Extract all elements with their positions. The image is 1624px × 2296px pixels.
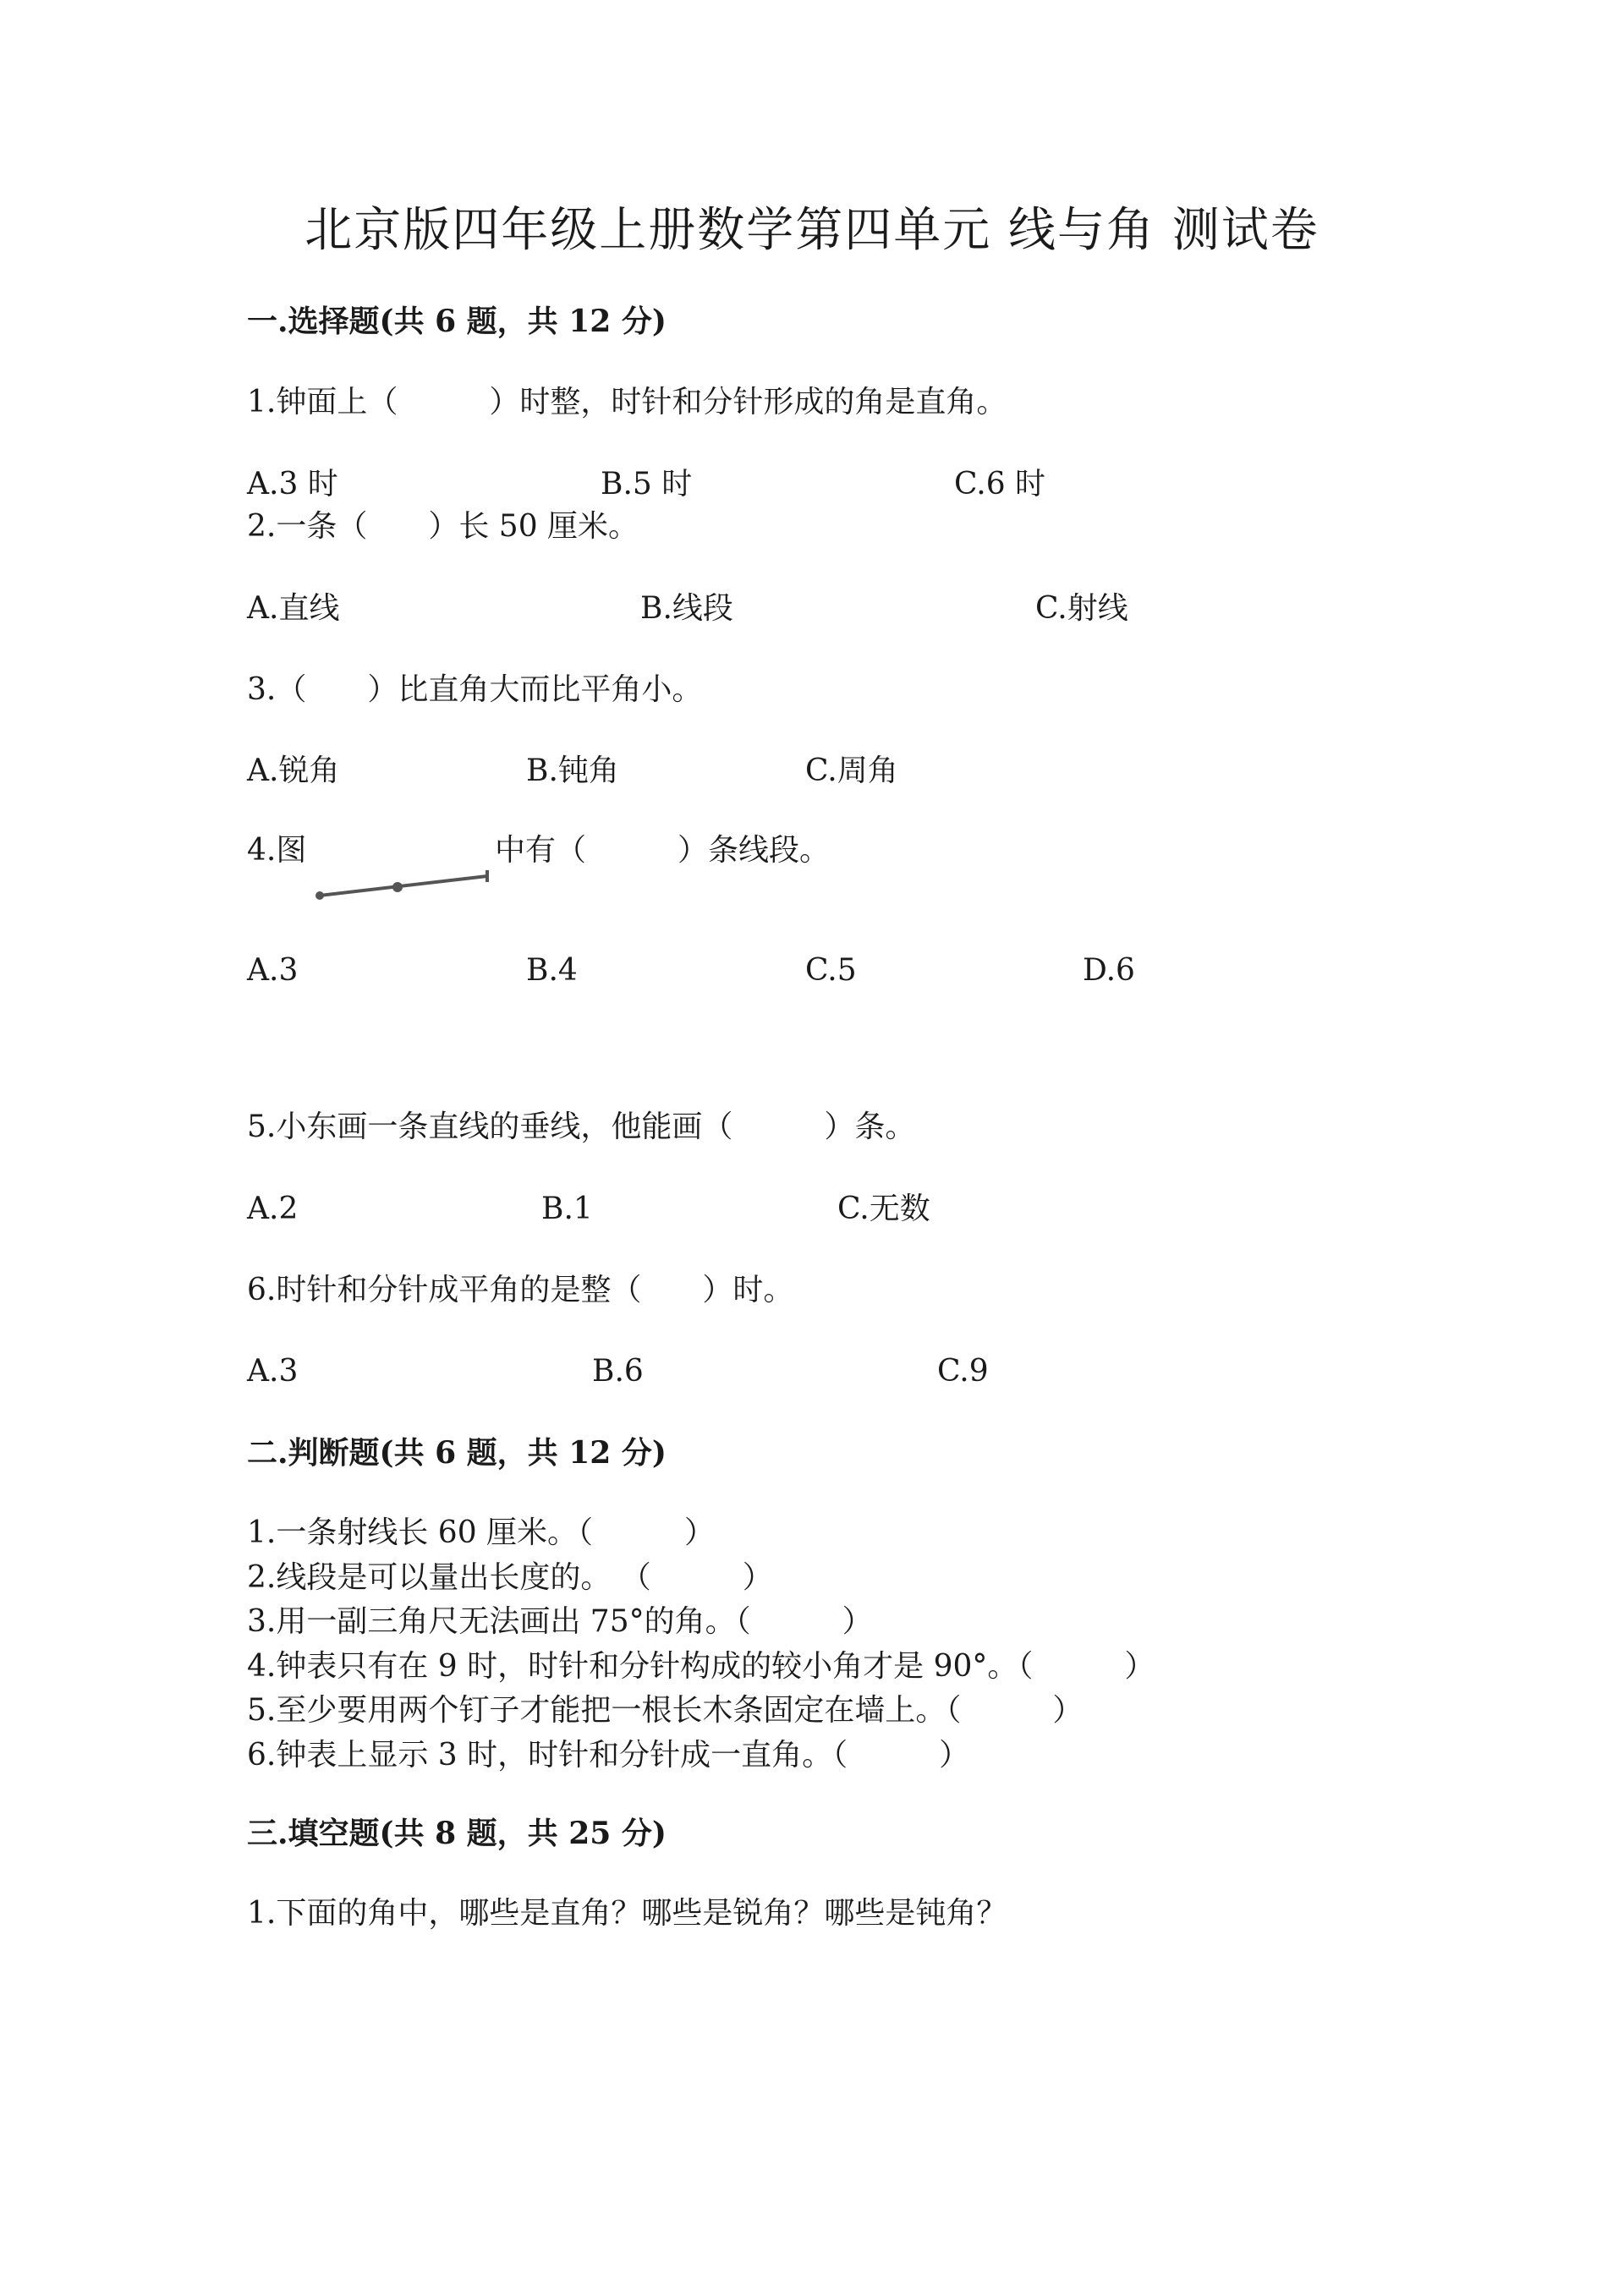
choice-q1-option-a: A.3 时 <box>247 467 338 501</box>
judgment-item-6: 6.钟表上显示 3 时，时针和分针成一直角。（ ） <box>247 1738 970 1773</box>
choice-q3-option-c: C.周角 <box>805 753 898 788</box>
choice-question-2: 2.一条（ ）长 50 厘米。 <box>247 509 639 544</box>
choice-question-1: 1.钟面上（ ）时整，时针和分针形成的角是直角。 <box>247 385 1007 419</box>
choice-q5-option-c: C.无数 <box>837 1192 930 1226</box>
section-heading-fill-blank: 三.填空题(共 8 题，共 25 分) <box>247 1816 667 1851</box>
choice-q4-option-a: A.3 <box>247 953 299 988</box>
page-title: 北京版四年级上册数学第四单元 线与角 测试卷 <box>304 203 1320 258</box>
choice-q6-option-b: B.6 <box>592 1354 644 1389</box>
segment-midpoint <box>392 882 403 892</box>
choice-q1-option-b: B.5 时 <box>601 467 693 501</box>
judgment-item-4: 4.钟表只有在 9 时，时针和分针构成的较小角才是 90°。（ ） <box>247 1649 1155 1684</box>
choice-q3-option-a: A.锐角 <box>247 753 340 788</box>
choice-q5-option-b: B.1 <box>541 1192 593 1226</box>
choice-q2-option-c: C.射线 <box>1035 591 1128 626</box>
fill-blank-item-1: 1.下面的角中，哪些是直角？哪些是锐角？哪些是钝角？ <box>247 1896 1007 1931</box>
choice-q2-option-a: A.直线 <box>247 591 340 626</box>
choice-q3-option-b: B.钝角 <box>526 753 619 788</box>
choice-q6-option-a: A.3 <box>247 1354 299 1389</box>
choice-q2-option-b: B.线段 <box>640 591 733 626</box>
choice-question-4-prefix: 4.图 <box>247 833 307 868</box>
choice-question-5: 5.小东画一条直线的垂线，他能画（ ）条。 <box>247 1110 916 1144</box>
choice-q4-option-d: D.6 <box>1083 953 1135 988</box>
segment-endpoint-left <box>315 891 324 900</box>
choice-q6-option-c: C.9 <box>937 1354 989 1389</box>
judgment-item-1: 1.一条射线长 60 厘米。（ ） <box>247 1515 716 1550</box>
line-segment-figure <box>313 868 491 905</box>
judgment-item-3: 3.用一副三角尺无法画出 75°的角。（ ） <box>247 1604 873 1639</box>
choice-q5-option-a: A.2 <box>247 1192 299 1226</box>
choice-question-6: 6.时针和分针成平角的是整（ ）时。 <box>247 1273 794 1307</box>
choice-q1-option-c: C.6 时 <box>954 467 1046 501</box>
section-heading-choice: 一.选择题(共 6 题，共 12 分) <box>247 304 667 339</box>
choice-question-4-suffix: 中有（ ）条线段。 <box>495 833 831 868</box>
segment-line <box>320 876 487 896</box>
choice-q4-option-b: B.4 <box>526 953 578 988</box>
choice-q4-option-c: C.5 <box>805 953 857 988</box>
judgment-item-5: 5.至少要用两个钉子才能把一根长木条固定在墙上。（ ） <box>247 1693 1084 1728</box>
judgment-item-2: 2.线段是可以量出长度的。 （ ） <box>247 1560 773 1595</box>
section-heading-judgment: 二.判断题(共 6 题，共 12 分) <box>247 1435 667 1471</box>
choice-question-3: 3.（ ）比直角大而比平角小。 <box>247 672 703 707</box>
